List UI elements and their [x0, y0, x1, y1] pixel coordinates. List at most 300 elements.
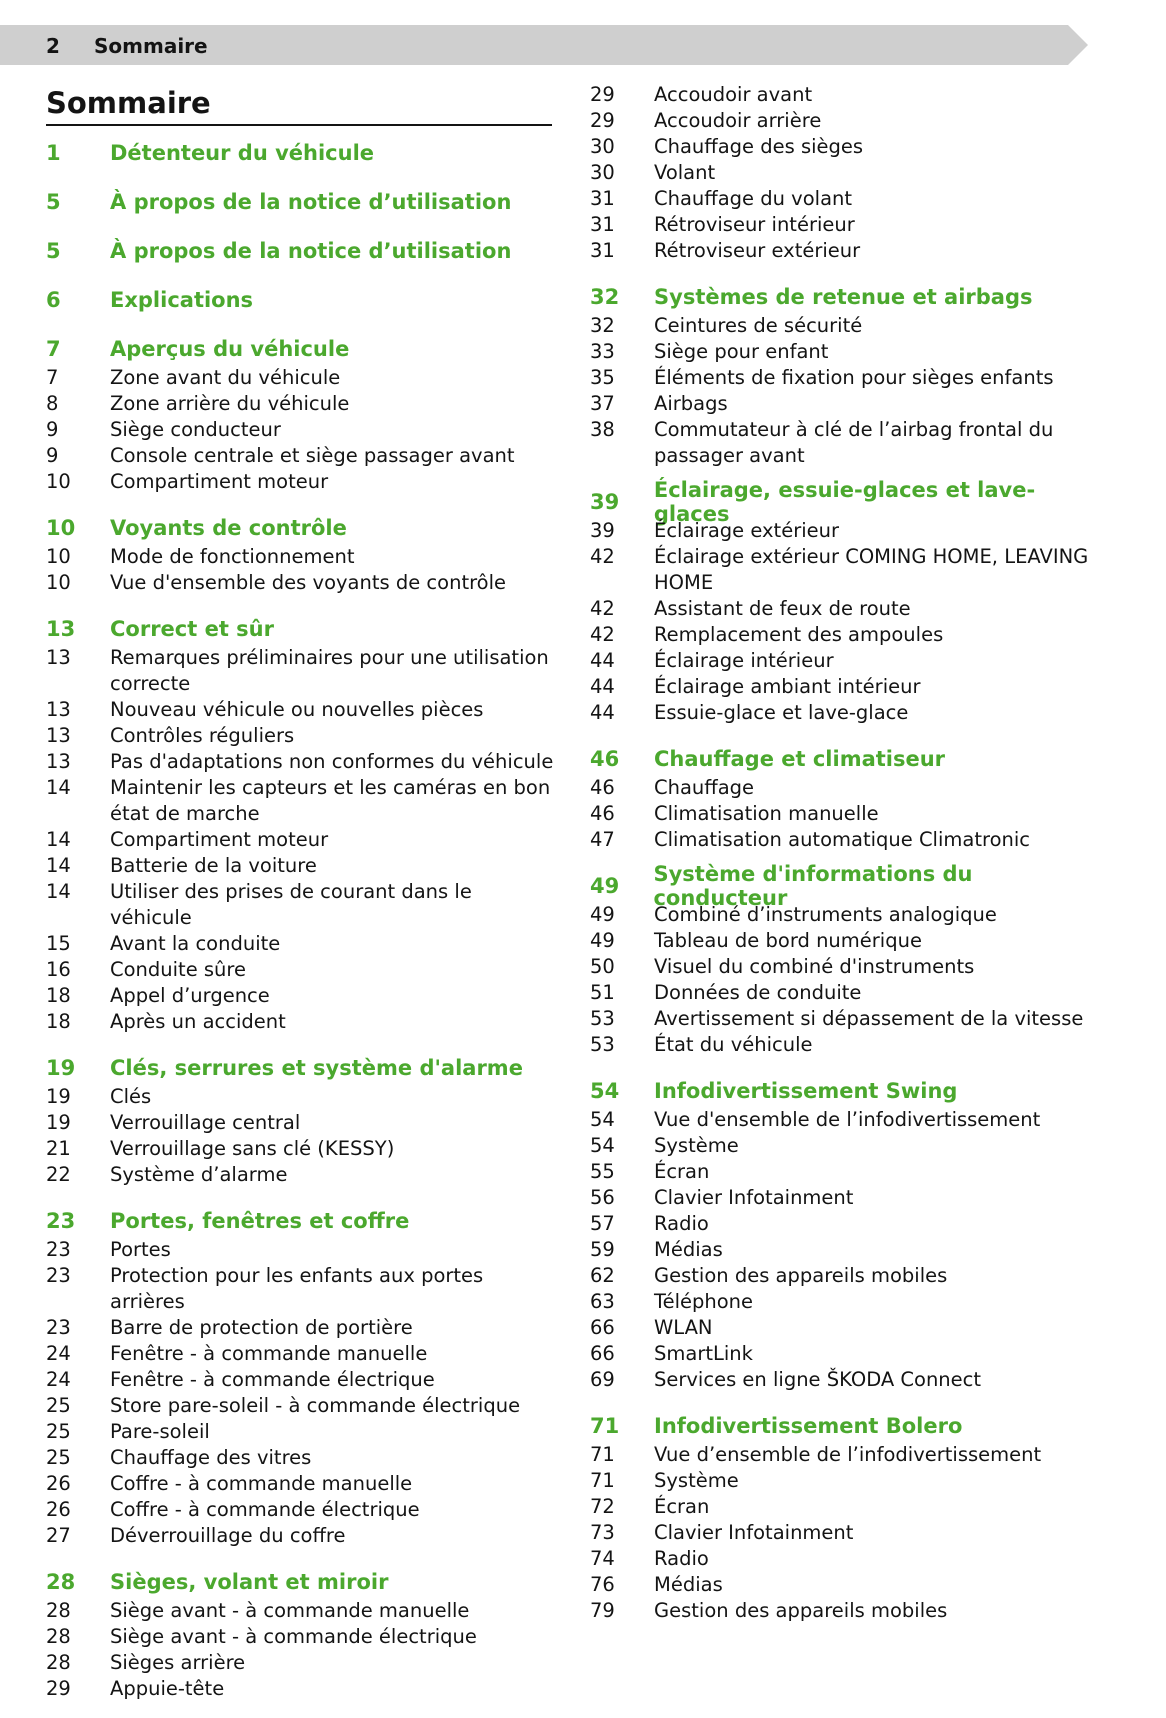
toc-entry[interactable]	[46, 1263, 556, 1315]
entry-title: Clés	[110, 1085, 152, 1108]
entry-page-number: 42	[590, 597, 615, 620]
entry-title: Fenêtre - à commande manuelle	[110, 1342, 428, 1365]
entry-page-number: 23	[46, 1316, 71, 1339]
toc-entry[interactable]	[590, 827, 1110, 853]
toc-entry[interactable]	[590, 1315, 1110, 1341]
entry-title: Chauffage	[654, 776, 755, 799]
entry-page-number: 19	[46, 1085, 71, 1108]
entry-title: Écran	[654, 1160, 710, 1183]
entry-page-number: 73	[590, 1521, 615, 1544]
toc-section	[590, 742, 1110, 853]
toc-entry[interactable]	[46, 365, 556, 391]
entry-page-number: 56	[590, 1186, 615, 1209]
section-title: Sièges, volant et miroir	[110, 1569, 389, 1594]
entry-page-number: 39	[590, 519, 615, 542]
entry-page-number: 38	[590, 418, 615, 441]
entry-title: Remplacement des ampoules	[654, 623, 944, 646]
toc-section-heading[interactable]	[590, 1074, 1110, 1107]
entry-page-number: 26	[46, 1472, 71, 1495]
section-page-number: 5	[46, 189, 61, 214]
toc-section-heading[interactable]	[590, 280, 1110, 313]
entry-page-number: 49	[590, 929, 615, 952]
toc-entry[interactable]	[590, 1032, 1110, 1058]
entry-page-number: 49	[590, 903, 615, 926]
toc-entry[interactable]	[46, 1162, 556, 1188]
entry-page-number: 14	[46, 828, 71, 851]
entry-page-number: 10	[46, 545, 71, 568]
toc-entry[interactable]	[590, 1289, 1110, 1315]
toc-section-heading[interactable]	[46, 185, 556, 218]
toc-entry[interactable]	[590, 1263, 1110, 1289]
entry-page-number: 29	[46, 1677, 71, 1700]
entry-title: Éclairage intérieur	[654, 649, 834, 672]
toc-entry[interactable]	[590, 186, 1110, 212]
entry-title: Siège avant - à commande manuelle	[110, 1599, 470, 1622]
toc-entry[interactable]	[46, 1624, 556, 1650]
entry-title: Radio	[654, 1212, 709, 1235]
toc-entry[interactable]	[590, 801, 1110, 827]
entry-title: Téléphone	[654, 1290, 754, 1313]
entry-title: Compartiment moteur	[110, 828, 329, 851]
title-divider	[46, 124, 552, 126]
entry-title: Conduite sûre	[110, 958, 247, 981]
entry-title: Médias	[654, 1573, 723, 1596]
section-title: Système d'informations du conducteur	[653, 861, 973, 910]
entry-page-number: 15	[46, 932, 71, 955]
toc-entry[interactable]	[590, 212, 1110, 238]
entry-title: Éclairage ambiant intérieur	[654, 675, 921, 698]
entry-title: Visuel du combiné d'instruments	[654, 955, 975, 978]
toc-entry[interactable]	[590, 700, 1110, 726]
entry-title: Gestion des appareils mobiles	[654, 1264, 948, 1287]
entry-title: Siège avant - à commande électrique	[110, 1625, 477, 1648]
toc-section-heading[interactable]	[46, 234, 556, 267]
toc-entry[interactable]	[46, 1136, 556, 1162]
toc-section-heading[interactable]	[46, 332, 556, 365]
entry-page-number: 47	[590, 828, 615, 851]
entry-title: Éclairage extérieur COMING HOME, LEAVING HOME	[654, 545, 1089, 594]
entry-title: Contrôles réguliers	[110, 724, 295, 747]
entry-page-number: 26	[46, 1498, 71, 1521]
toc-entry[interactable]	[46, 697, 556, 723]
toc-entry[interactable]	[46, 1471, 556, 1497]
entry-title: Commutateur à clé de l’airbag frontal du passager avant	[654, 418, 1054, 467]
entry-title: Siège pour enfant	[654, 340, 829, 363]
toc-section-heading[interactable]	[590, 861, 1110, 910]
toc-entry[interactable]	[46, 1341, 556, 1367]
toc-entry[interactable]	[590, 544, 1110, 596]
toc-entry[interactable]	[46, 1676, 556, 1702]
entry-page-number: 53	[590, 1007, 615, 1030]
toc-section-heading[interactable]	[46, 1565, 556, 1598]
toc-entry[interactable]	[590, 1367, 1110, 1393]
toc-entry[interactable]	[46, 723, 556, 749]
entry-page-number: 27	[46, 1524, 71, 1547]
toc-entry[interactable]	[46, 1393, 556, 1419]
entry-title: Système	[654, 1469, 739, 1492]
entry-page-number: 66	[590, 1316, 615, 1339]
toc-entry[interactable]	[590, 391, 1110, 417]
entry-page-number: 31	[590, 213, 615, 236]
entry-page-number: 18	[46, 1010, 71, 1033]
toc-entry[interactable]	[46, 853, 556, 879]
toc-entry[interactable]	[46, 827, 556, 853]
entry-title: Climatisation manuelle	[654, 802, 879, 825]
entry-title: SmartLink	[654, 1342, 753, 1365]
toc-entry[interactable]	[590, 1211, 1110, 1237]
entry-page-number: 16	[46, 958, 71, 981]
header-page-number: 2	[46, 34, 60, 58]
section-title: Éclairage, essuie-glaces et lave-glaces	[653, 477, 1036, 526]
section-page-number: 6	[46, 287, 61, 312]
toc-entry[interactable]	[46, 1009, 556, 1035]
entry-page-number: 31	[590, 187, 615, 210]
toc-entry[interactable]	[46, 1419, 556, 1445]
toc-section-heading[interactable]	[46, 1051, 556, 1084]
entry-title: Verrouillage sans clé (KESSY)	[110, 1137, 395, 1160]
entry-page-number: 9	[46, 444, 59, 467]
entry-title: WLAN	[654, 1316, 713, 1339]
entry-title: Siège conducteur	[110, 418, 281, 441]
toc-entry[interactable]	[590, 339, 1110, 365]
entry-page-number: 13	[46, 750, 71, 773]
entry-page-number: 30	[590, 135, 615, 158]
entry-title: Pare-soleil	[110, 1420, 210, 1443]
toc-section-heading[interactable]	[590, 1409, 1110, 1442]
toc-entry[interactable]	[590, 82, 1110, 108]
toc-entry[interactable]	[590, 518, 1110, 544]
entry-page-number: 23	[46, 1238, 71, 1261]
entry-title: Essuie-glace et lave-glace	[654, 701, 909, 724]
entry-page-number: 24	[46, 1368, 71, 1391]
entry-title: Sièges arrière	[110, 1651, 246, 1674]
toc-section	[46, 1204, 556, 1549]
entry-title: Coffre - à commande manuelle	[110, 1472, 413, 1495]
entry-page-number: 22	[46, 1163, 71, 1186]
toc-section	[590, 477, 1110, 726]
toc-entry[interactable]	[590, 313, 1110, 339]
toc-section	[590, 1074, 1110, 1393]
section-page-number: 71	[590, 1413, 620, 1438]
entry-title: Coffre - à commande électrique	[110, 1498, 420, 1521]
entry-page-number: 53	[590, 1033, 615, 1056]
entry-title: Avant la conduite	[110, 932, 281, 955]
toc-entry[interactable]	[46, 879, 556, 931]
toc-entry[interactable]	[590, 1341, 1110, 1367]
entry-page-number: 62	[590, 1264, 615, 1287]
toc-entry[interactable]	[590, 1006, 1110, 1032]
entry-page-number: 69	[590, 1368, 615, 1391]
entry-page-number: 54	[590, 1108, 615, 1131]
entry-page-number: 14	[46, 880, 71, 903]
toc-entry[interactable]	[46, 749, 556, 775]
section-title: Correct et sûr	[110, 616, 274, 641]
entry-title: Éléments de fixation pour sièges enfants	[654, 366, 1054, 389]
entry-title: Maintenir les capteurs et les caméras en bon état de marche	[110, 776, 551, 825]
section-title: Infodivertissement Swing	[654, 1078, 958, 1103]
entry-title: Accoudoir avant	[654, 83, 813, 106]
entry-title: Système d’alarme	[110, 1163, 288, 1186]
entry-title: Verrouillage central	[110, 1111, 301, 1134]
section-title: Systèmes de retenue et airbags	[654, 284, 1033, 309]
entry-page-number: 28	[46, 1651, 71, 1674]
toc-entry[interactable]	[46, 1315, 556, 1341]
entry-title: Chauffage des vitres	[110, 1446, 312, 1469]
section-title: Voyants de contrôle	[110, 515, 347, 540]
toc-entry[interactable]	[590, 1572, 1110, 1598]
toc-entry[interactable]	[590, 980, 1110, 1006]
entry-page-number: 59	[590, 1238, 615, 1261]
section-title: Explications	[110, 287, 254, 312]
toc-entry[interactable]	[46, 957, 556, 983]
entry-title: Vue d'ensemble de l’infodivertissement	[654, 1108, 1041, 1131]
entry-title: Déverrouillage du coffre	[110, 1524, 346, 1547]
section-title: Portes, fenêtres et coffre	[110, 1208, 410, 1233]
toc-entry[interactable]	[590, 365, 1110, 391]
toc-entry[interactable]	[46, 931, 556, 957]
entry-page-number: 76	[590, 1573, 615, 1596]
entry-page-number: 66	[590, 1342, 615, 1365]
entry-title: Clavier Infotainment	[654, 1186, 854, 1209]
entry-title: Protection pour les enfants aux portes arrières	[110, 1264, 484, 1313]
entry-title: Zone arrière du véhicule	[110, 392, 350, 415]
toc-entry[interactable]	[46, 983, 556, 1009]
entry-page-number: 50	[590, 955, 615, 978]
toc-entry[interactable]	[46, 1237, 556, 1263]
toc-entry[interactable]	[46, 1497, 556, 1523]
entry-title: Clavier Infotainment	[654, 1521, 854, 1544]
toc-section	[46, 1565, 556, 1702]
toc-entry[interactable]	[590, 596, 1110, 622]
entry-page-number: 14	[46, 854, 71, 877]
toc-right-column	[590, 82, 1110, 1640]
toc-section	[46, 185, 556, 218]
entry-title: Chauffage du volant	[654, 187, 853, 210]
toc-entry[interactable]	[46, 391, 556, 417]
toc-entry[interactable]	[46, 1110, 556, 1136]
entry-page-number: 51	[590, 981, 615, 1004]
toc-entry[interactable]	[46, 469, 556, 495]
toc-entry[interactable]	[590, 160, 1110, 186]
entry-title: Vue d'ensemble des voyants de contrôle	[110, 571, 507, 594]
toc-section-heading[interactable]	[590, 742, 1110, 775]
entry-title: Rétroviseur intérieur	[654, 213, 855, 236]
section-page-number: 1	[46, 140, 61, 165]
section-page-number: 54	[590, 1078, 620, 1103]
entry-page-number: 29	[590, 109, 615, 132]
toc-entry[interactable]	[590, 648, 1110, 674]
entry-page-number: 79	[590, 1599, 615, 1622]
toc-entry[interactable]	[590, 238, 1110, 264]
section-page-number: 13	[46, 616, 76, 641]
entry-title: Radio	[654, 1547, 709, 1570]
entry-page-number: 18	[46, 984, 71, 1007]
entry-page-number: 74	[590, 1547, 615, 1570]
section-page-number: 28	[46, 1569, 76, 1594]
toc-entry[interactable]	[46, 645, 556, 697]
toc-section-heading[interactable]	[46, 136, 556, 169]
entry-title: Tableau de bord numérique	[654, 929, 922, 952]
toc-entry[interactable]	[590, 954, 1110, 980]
entry-title: Éclairage extérieur	[654, 519, 840, 542]
toc-entry[interactable]	[590, 1598, 1110, 1624]
entry-page-number: 37	[590, 392, 615, 415]
entry-page-number: 44	[590, 675, 615, 698]
section-page-number: 39	[590, 489, 620, 514]
entry-page-number: 72	[590, 1495, 615, 1518]
toc-section	[590, 861, 1110, 1058]
entry-title: Portes	[110, 1238, 171, 1261]
entry-page-number: 42	[590, 623, 615, 646]
toc-entry[interactable]	[590, 1107, 1110, 1133]
toc-entry[interactable]	[590, 622, 1110, 648]
section-page-number: 23	[46, 1208, 76, 1233]
toc-entry[interactable]	[46, 1084, 556, 1110]
entry-page-number: 44	[590, 649, 615, 672]
entry-title: Store pare-soleil - à commande électrique	[110, 1394, 521, 1417]
section-title: Infodivertissement Bolero	[654, 1413, 963, 1438]
section-page-number: 46	[590, 746, 620, 771]
entry-page-number: 21	[46, 1137, 71, 1160]
section-page-number: 5	[46, 238, 61, 263]
entry-page-number: 25	[46, 1446, 71, 1469]
entry-page-number: 13	[46, 698, 71, 721]
entry-page-number: 33	[590, 340, 615, 363]
toc-left-column	[46, 136, 556, 1718]
toc-entry[interactable]	[590, 928, 1110, 954]
section-page-number: 7	[46, 336, 61, 361]
entry-title: Nouveau véhicule ou nouvelles pièces	[110, 698, 484, 721]
toc-entry[interactable]	[590, 1442, 1110, 1468]
toc-entry[interactable]	[46, 775, 556, 827]
toc-section-heading[interactable]	[46, 511, 556, 544]
toc-entry[interactable]	[46, 1523, 556, 1549]
entry-page-number: 54	[590, 1134, 615, 1157]
toc-entry[interactable]	[590, 1494, 1110, 1520]
entry-page-number: 57	[590, 1212, 615, 1235]
entry-title: Accoudoir arrière	[654, 109, 822, 132]
entry-page-number: 25	[46, 1420, 71, 1443]
entry-page-number: 71	[590, 1443, 615, 1466]
toc-entry[interactable]	[46, 417, 556, 443]
toc-section	[46, 283, 556, 316]
entry-title: Système	[654, 1134, 739, 1157]
entry-page-number: 9	[46, 418, 59, 441]
toc-entry[interactable]	[590, 1133, 1110, 1159]
entry-title: Gestion des appareils mobiles	[654, 1599, 948, 1622]
entry-title: Écran	[654, 1495, 710, 1518]
toc-entry[interactable]	[590, 1237, 1110, 1263]
toc-entry[interactable]	[46, 544, 556, 570]
toc-section-heading[interactable]	[46, 283, 556, 316]
toc-entry[interactable]	[590, 417, 1110, 469]
entry-title: Fenêtre - à commande électrique	[110, 1368, 435, 1391]
entry-title: Vue d’ensemble de l’infodivertissement	[654, 1443, 1042, 1466]
entry-page-number: 63	[590, 1290, 615, 1313]
entry-page-number: 10	[46, 470, 71, 493]
toc-entry[interactable]	[46, 570, 556, 596]
entry-title: Appuie-tête	[110, 1677, 225, 1700]
toc-section	[46, 234, 556, 267]
toc-entry[interactable]	[590, 134, 1110, 160]
toc-entry[interactable]	[46, 1367, 556, 1393]
section-title: À propos de la notice d’utilisation	[110, 189, 512, 214]
entry-title: Après un accident	[110, 1010, 286, 1033]
header-title: Sommaire	[94, 34, 208, 58]
toc-entry[interactable]	[590, 1159, 1110, 1185]
toc-entry[interactable]	[590, 674, 1110, 700]
entry-page-number: 23	[46, 1264, 71, 1287]
entry-page-number: 13	[46, 646, 71, 669]
entry-page-number: 28	[46, 1625, 71, 1648]
section-page-number: 32	[590, 284, 620, 309]
entry-page-number: 31	[590, 239, 615, 262]
section-page-number: 10	[46, 515, 76, 540]
section-title: À propos de la notice d’utilisation	[110, 238, 512, 263]
toc-section	[46, 1051, 556, 1188]
entry-page-number: 55	[590, 1160, 615, 1183]
entry-title: État du véhicule	[654, 1033, 813, 1056]
entry-title: Console centrale et siège passager avant	[110, 444, 515, 467]
entry-title: Médias	[654, 1238, 723, 1261]
toc-entry[interactable]	[590, 902, 1110, 928]
entry-title: Barre de protection de portière	[110, 1316, 413, 1339]
toc-section-heading[interactable]	[46, 612, 556, 645]
toc-section	[590, 1409, 1110, 1624]
entry-title: Remarques préliminaires pour une utilisation correcte	[110, 646, 549, 695]
entry-page-number: 8	[46, 392, 59, 415]
entry-title: Airbags	[654, 392, 728, 415]
section-title: Détenteur du véhicule	[110, 140, 375, 165]
entry-page-number: 71	[590, 1469, 615, 1492]
entry-title: Combiné d’instruments analogique	[654, 903, 997, 926]
toc-entry[interactable]	[590, 108, 1110, 134]
entry-title: Services en ligne ŠKODA Connect	[654, 1368, 982, 1391]
toc-entry[interactable]	[46, 1445, 556, 1471]
entry-page-number: 13	[46, 724, 71, 747]
entry-page-number: 25	[46, 1394, 71, 1417]
toc-entry[interactable]	[46, 443, 556, 469]
toc-entry[interactable]	[590, 1520, 1110, 1546]
toc-section	[46, 136, 556, 169]
entry-page-number: 46	[590, 802, 615, 825]
entry-page-number: 46	[590, 776, 615, 799]
entry-title: Batterie de la voiture	[110, 854, 317, 877]
entry-page-number: 44	[590, 701, 615, 724]
entry-page-number: 14	[46, 776, 71, 799]
entry-title: Volant	[654, 161, 716, 184]
entry-title: Ceintures de sécurité	[654, 314, 863, 337]
section-title: Chauffage et climatiseur	[654, 746, 946, 771]
toc-section	[46, 612, 556, 1035]
toc-entry[interactable]	[590, 775, 1110, 801]
entry-page-number: 10	[46, 571, 71, 594]
entry-title: Compartiment moteur	[110, 470, 329, 493]
entry-title: Chauffage des sièges	[654, 135, 864, 158]
entry-title: Appel d’urgence	[110, 984, 270, 1007]
toc-entry[interactable]	[590, 1185, 1110, 1211]
entry-page-number: 24	[46, 1342, 71, 1365]
entry-page-number: 28	[46, 1599, 71, 1622]
toc-section-heading[interactable]	[46, 1204, 556, 1237]
entry-page-number: 42	[590, 545, 615, 568]
toc-section	[590, 280, 1110, 469]
toc-entry[interactable]	[46, 1598, 556, 1624]
toc-entry[interactable]	[590, 1468, 1110, 1494]
toc-section-heading[interactable]	[590, 477, 1110, 526]
toc-entry[interactable]	[590, 1546, 1110, 1572]
entry-title: Assistant de feux de route	[654, 597, 911, 620]
